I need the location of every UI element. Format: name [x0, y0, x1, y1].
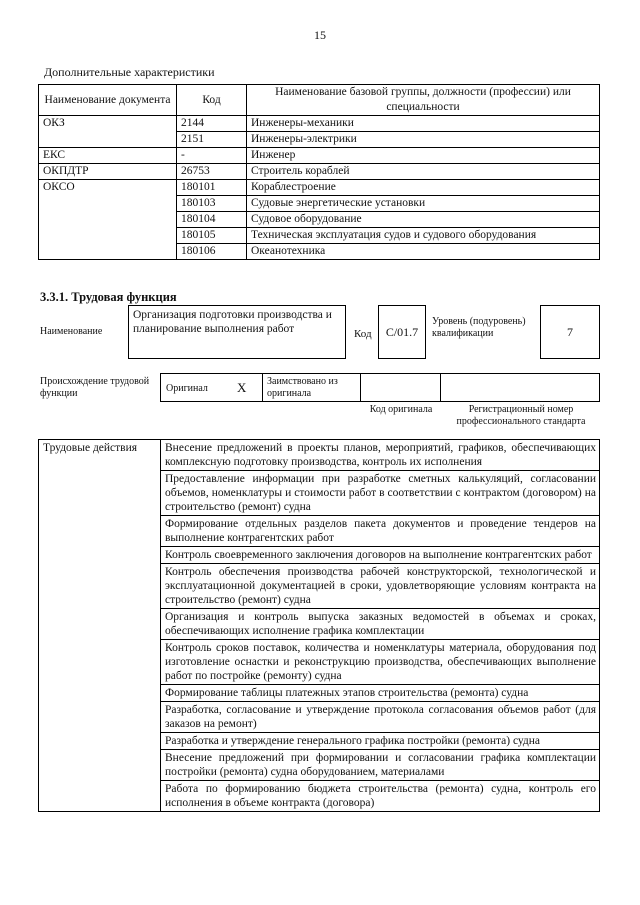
- cell-code: 26753: [177, 164, 247, 180]
- cell-code: 2144: [177, 116, 247, 132]
- cell-code: 180106: [177, 244, 247, 260]
- divider: [360, 374, 361, 402]
- action-item: Организация и контроль выпуска заказных ведомостей в объемах и сроках, обеспечивающих исполнение графика комплектации: [161, 609, 600, 640]
- cell-code: 180101: [177, 180, 247, 196]
- divider: [262, 374, 263, 402]
- origin-box: [160, 373, 600, 402]
- cell-name: Кораблестроение: [247, 180, 600, 196]
- cell-name: Инженеры-электрики: [247, 132, 600, 148]
- cell-code: 180105: [177, 228, 247, 244]
- cell-name: Судовые энергетические установки: [247, 196, 600, 212]
- action-item: Контроль своевременного заключения договоров на выполнение контрагентских работ: [161, 547, 600, 564]
- action-item: Разработка и утверждение генерального графика постройки (ремонта) судна: [161, 733, 600, 750]
- cell-name: Инженеры-механики: [247, 116, 600, 132]
- function-code-box: C/01.7: [378, 305, 426, 359]
- action-item: Внесение предложений в проекты планов, мероприятий, графиков, обеспечивающих комплексную подготовку производства, контроль их исполнения: [161, 440, 600, 471]
- action-item: Работа по формированию бюджета строительства (ремонта) судна, контроль его исполнения в объеме контракта (договора): [161, 781, 600, 812]
- additional-characteristics-caption: Дополнительные характеристики: [44, 65, 215, 79]
- table-row: [39, 440, 600, 471]
- cell-name: Океанотехника: [247, 244, 600, 260]
- code-original-label: Код оригинала: [369, 404, 433, 415]
- function-name-box: Организация подготовки производства и планирование выполнения работ: [128, 305, 346, 359]
- table-header-row: [39, 85, 600, 116]
- original-mark: X: [237, 380, 247, 395]
- table-row: [39, 180, 600, 196]
- cell-name: Инженер: [247, 148, 600, 164]
- cell-document: ОКПДТР: [39, 164, 177, 180]
- action-item: Формирование таблицы платежных этапов строительства (ремонта) судна: [161, 685, 600, 702]
- code-label: Код: [354, 328, 372, 340]
- page-number: 15: [314, 28, 326, 42]
- qualification-level-label: Уровень (подуровень) квалификации: [432, 316, 526, 339]
- labor-function-heading: 3.3.1. Трудовая функция: [40, 290, 177, 304]
- original-label: Оригинал: [166, 383, 208, 394]
- cell-code: -: [177, 148, 247, 164]
- cell-name: Техническая эксплуатация судов и судового оборудования: [247, 228, 600, 244]
- cell-code: 180103: [177, 196, 247, 212]
- origin-label: Происхождение трудовой функции: [40, 376, 150, 399]
- header-group-name: Наименование базовой группы, должности (профессии) или специальности: [247, 85, 600, 116]
- action-item: Контроль обеспечения производства рабочей конструкторской, технологической и эксплуатационной документацией в сроки, удовлетворяющие условиям контракта на строительство (ремонт) судна: [161, 564, 600, 609]
- action-item: Контроль сроков поставок, количества и номенклатуры материала, оборудования под изготовление оснастки и реконструкцию производства, обеспечивающих выполнение работ по постройке (ремонту) судна: [161, 640, 600, 685]
- labor-actions-table: [38, 439, 600, 812]
- table-row: [39, 116, 600, 132]
- header-document: Наименование документа: [39, 85, 177, 116]
- table-row: [39, 148, 600, 164]
- borrowed-label: Заимствовано из оригинала: [267, 376, 338, 399]
- cell-document: ОКЗ: [39, 116, 177, 148]
- cell-code: 180104: [177, 212, 247, 228]
- cell-name: Строитель кораблей: [247, 164, 600, 180]
- cell-document: ЕКС: [39, 148, 177, 164]
- header-code: Код: [177, 85, 247, 116]
- divider: [440, 374, 441, 402]
- cell-code: 2151: [177, 132, 247, 148]
- action-item: Формирование отдельных разделов пакета документов и проведение тендеров на выполнение контрагентских работ: [161, 516, 600, 547]
- additional-characteristics-table: [38, 84, 600, 260]
- qualification-level-box: 7: [540, 305, 600, 359]
- action-item: Внесение предложений при формировании и согласовании графика комплектации постройки (ремонта) судна оборудованием, материалами: [161, 750, 600, 781]
- action-item: Разработка, согласование и утверждение протокола согласования объемов работ (для заказов на ремонт): [161, 702, 600, 733]
- cell-name: Судовое оборудование: [247, 212, 600, 228]
- name-label: Наименование: [40, 326, 103, 337]
- labor-actions-label: Трудовые действия: [39, 440, 161, 812]
- action-item: Предоставление информации при разработке сметных калькуляций, согласовании объемов, номенклатуры и стоимости работ в соответствии с контрактом (договором) на строительство (ремонт) судна: [161, 471, 600, 516]
- table-row: [39, 164, 600, 180]
- cell-document: ОКСО: [39, 180, 177, 260]
- reg-number-label: Регистрационный номер профессионального стандарта: [456, 404, 586, 427]
